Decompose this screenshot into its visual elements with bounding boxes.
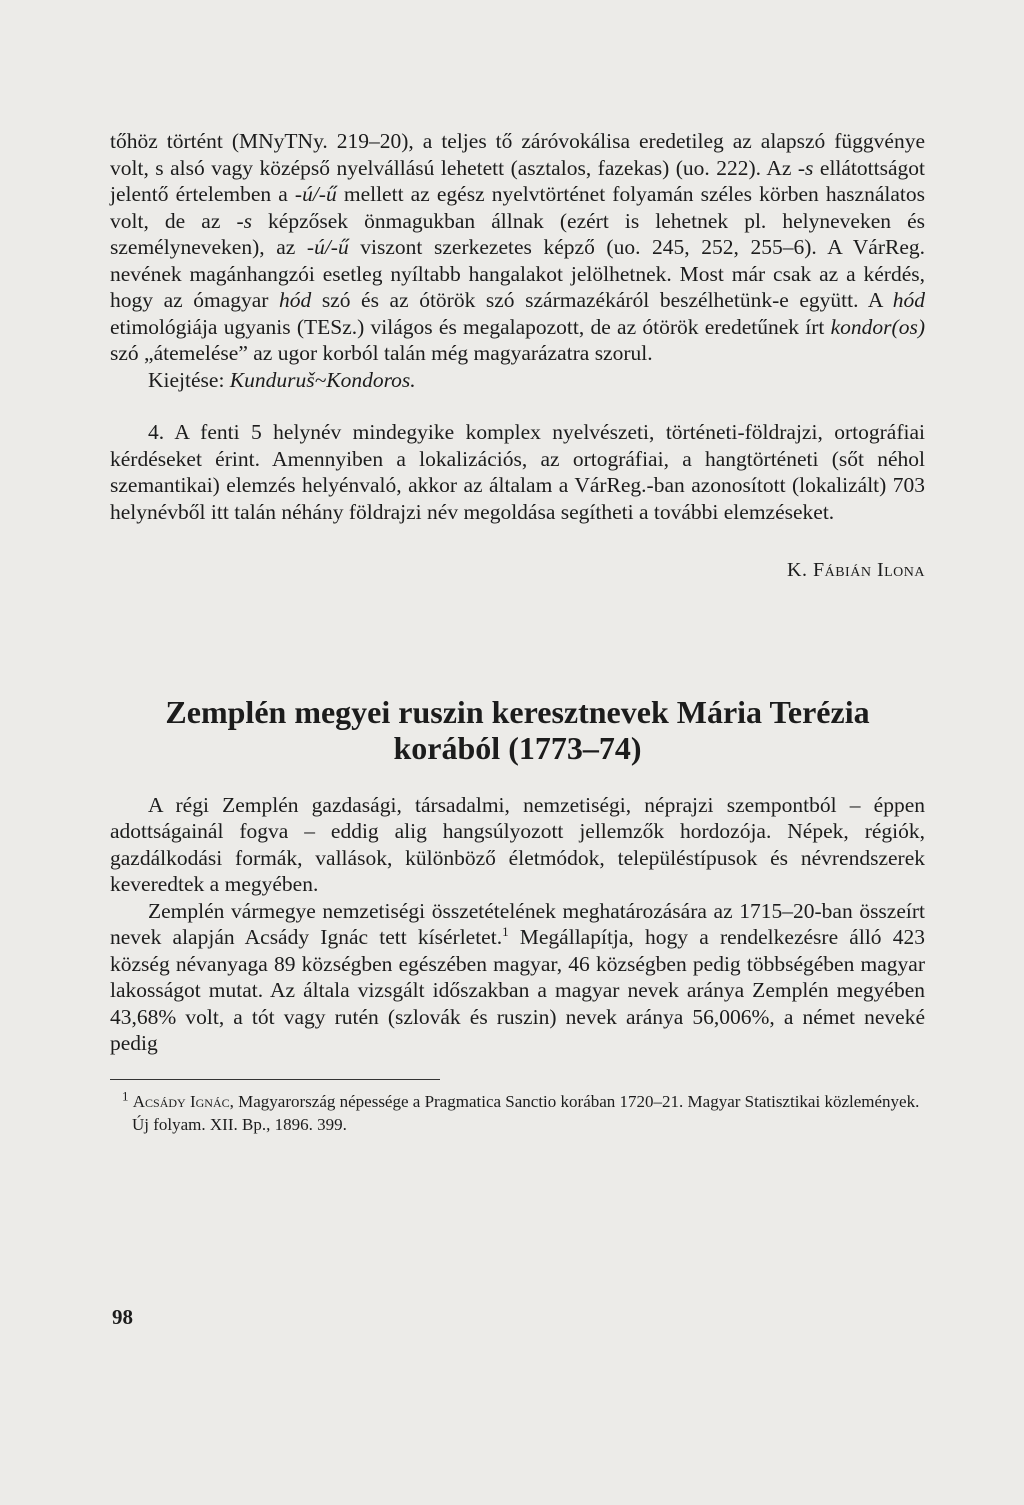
kiejtes-value: Kunduruš~Kondoros. — [229, 367, 416, 392]
top-paragraph — [110, 128, 925, 367]
footnote-divider — [110, 1079, 440, 1080]
footnote-ref: 1 — [502, 923, 509, 939]
text-run: képzősek önmagukban állnak (ezért is lehetnek pl. helyneveken és személyneveken), az — [110, 208, 925, 259]
text-run: ellátottságot jelentő értelemben a — [110, 155, 925, 206]
footnote-author: Acsády Ignác — [132, 1091, 230, 1111]
text-run: szó és az ótörök szó származékáról beszélhetünk-e együtt. A — [311, 288, 893, 312]
text-run: -s — [797, 155, 814, 180]
footnote — [110, 1087, 925, 1136]
text-run: szó „átemelése” az ugor korból talán még magyarázatra szorul. — [110, 341, 653, 365]
author-signature: K. Fábián Ilona — [787, 559, 925, 581]
text-run: hód — [279, 288, 312, 312]
text-run: -ú/-ű — [294, 182, 337, 206]
paragraph-1: A régi Zemplén gazdasági, társadalmi, nemzetiségi, néprajzi szempontból – éppen adottságainál fogva – eddig alig hangsúlyozott jellemzők hordozója. Népek, régiók, gazdálkodási formák, vallások, különböző életmódok, településtípusok és névrendszerek keveredtek a megyében. — [110, 792, 925, 896]
text-run: etimológiája ugyanis (TESz.) világos és megalapozott, de az ótörök eredetűnek írt — [110, 314, 831, 339]
section-4-paragraph: 4. A fenti 5 helynév mindegyike komplex nyelvészeti, történeti-földrajzi, ortográfiai kérdéseket érint. Amennyiben a lokalizációs, az ortográfiai, a hangtörténeti (sőt néhol szemantikai) elemzés helyénvaló, akkor az általam a VárReg.-ban azonosított (lokalizált) 703 helynévből itt talán néhány földrajzi név megoldása segítheti a további elemzéseket. — [110, 420, 925, 524]
text-run: -s — [236, 208, 252, 233]
paragraph-2 — [110, 898, 925, 1057]
text-run: mellett az egész nyelvtörténet folyamán széles körben használatos volt, de az — [110, 182, 925, 233]
text-run: tőhöz történt (MNyTNy. 219–20), a teljes tő záróvokálisa eredetileg az alapszó függvénye volt, s alsó vagy középső nyelvállású lehetett (asztalos, fazekas) (uo. 222). Az — [110, 129, 925, 180]
text-run: hód — [892, 288, 925, 312]
page-number: 98 — [112, 1305, 133, 1329]
footnote-text: , Magyarország népessége a Pragmatica Sanctio korában 1720–21. Magyar Statisztikai közlemények. Új folyam. XII. Bp., 1896. 399. — [132, 1091, 920, 1134]
paragraph-2-start: Zemplén vármegye nemzetiségi összetételének meghatározására az 1715–20-ban összeírt nevek alapján Acsády Ignác tett kísérletet. — [110, 898, 925, 949]
text-run: viszont szerkezetes képző (uo. 245, 252, 255–6). A VárReg. nevének magánhangzói esetleg nyíltabb hangalakot jelölhetnek. Most már csak az a kérdés, hogy az ómagyar — [110, 235, 925, 312]
kiejtes-line — [110, 367, 925, 394]
page-body — [110, 128, 925, 1136]
article-title: Zemplén megyei ruszin keresztnevek Mária Terézia korából (1773–74) — [165, 693, 870, 766]
paragraph-2-end: Megállapítja, hogy a rendelkezésre álló 423 község névanyaga 89 községben egészében magyar, 46 községben pedig többségében magyar lakosságot mutat. Az általa vizsgált időszakban a magyar nevek aránya Zemplén megyében 43,68% volt, a tót vagy rutén (szlovák és ruszin) nevek aránya 56,006%, a német neveké pedig — [110, 925, 925, 1055]
section-spacer — [110, 393, 925, 419]
footnote-number: 1 — [122, 1087, 129, 1103]
kiejtes-label: Kiejtése: — [148, 367, 230, 392]
text-run: -ú/-ű — [306, 235, 349, 259]
text-run: kondor(os) — [830, 314, 925, 339]
footnote-body — [110, 1087, 925, 1136]
